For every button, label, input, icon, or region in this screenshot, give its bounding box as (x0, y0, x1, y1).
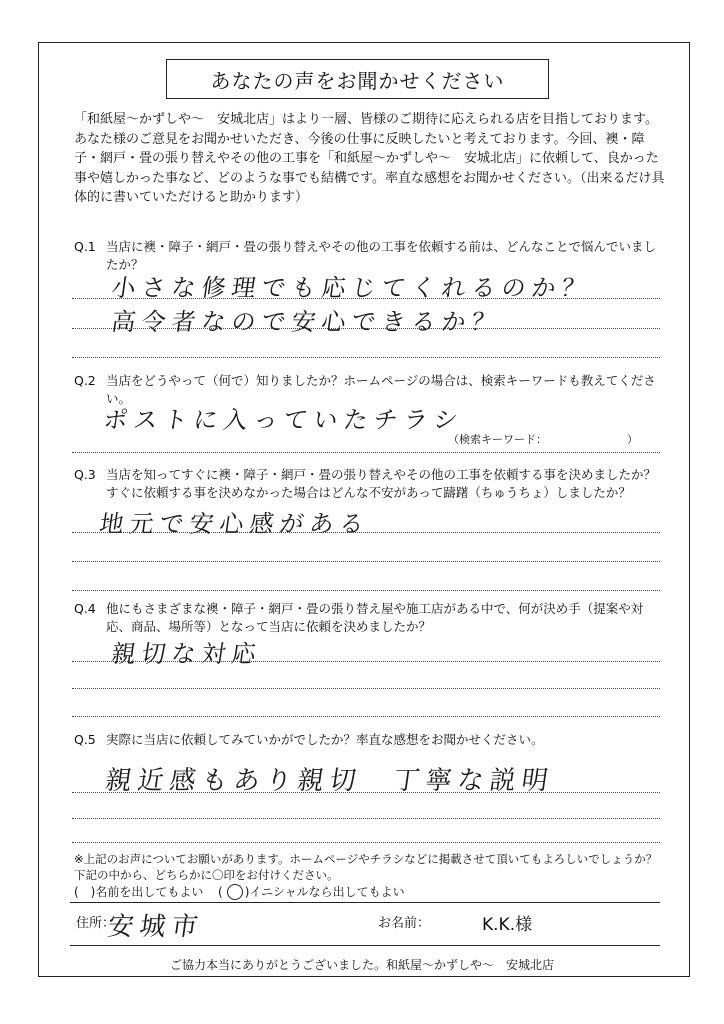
answer-rule (72, 590, 660, 591)
circle-mark-icon (227, 884, 243, 900)
question-number: Q.4 (74, 601, 96, 616)
question-number: Q.2 (74, 373, 96, 388)
question-number: Q.3 (74, 467, 96, 482)
answer-rule (72, 688, 660, 689)
name-value: K.K.様 (482, 915, 533, 935)
search-keyword-field (448, 431, 638, 447)
answer-1-line-2: 高令者なので安心できるか？ (109, 308, 504, 336)
question-number: Q.1 (74, 239, 96, 254)
answer-rule (72, 661, 660, 662)
answer-rule (72, 792, 660, 793)
answer-rule (72, 818, 660, 819)
option-paren-empty: ( ) (74, 885, 96, 899)
option-initials (218, 883, 405, 900)
answer-4-line-1: 親切な対応 (109, 640, 264, 668)
question-text: 当店をどうやって（何で）知りましたか？ホームページの場合は、検索キーワードも教えてください。 (106, 373, 656, 406)
question-text: 当店に襖・障子・網戸・畳の張り替えやその他の工事を依頼する前は、どんなことで悩んでいましたか？ (106, 239, 657, 272)
answer-rule (72, 328, 660, 329)
answer-rule (72, 357, 660, 358)
thanks-text: ご協力本当にありがとうございました。和紙屋～かずしや～ 安城北店 (169, 958, 554, 972)
form-title: あなたの声をお聞かせください (166, 59, 549, 99)
publication-note: ※上記のお声についてお願いがあります。ホームページやチラシなどに掲載させて頂いてもよろしいでしょうか？ 下記の中から、どちらかに〇印をお付けください。 (74, 852, 658, 882)
search-keyword-label: （検索キーワード： (448, 433, 547, 446)
question-4 (74, 600, 666, 636)
question-5 (74, 731, 666, 749)
question-text: 当店を知ってすぐに襖・障子・網戸・畳の張り替えやその他の工事を依頼する事を決めましたか？すぐに依頼する事を決めなかった場合はどんな不安があって躊躇（ちゅうちょ）しましたか？ (106, 467, 657, 500)
intro-text: 「和紙屋～かずしや～ 安城北店」はより一層、皆様のご期待に応えられる店を目指しております。あなた様のご意見をお聞かせいただき、今後の仕事に反映したいと考えております。今回、襖・障子・網戸・畳の張り替えやその他の工事を「和紙屋～かずしや～ 安城北店」に依頼して、良かった事や嬉しかった事など、どのような事でも結構です。率直な感想をお聞かせください。（出来るだけ具体的に書いていただけると助かります） (74, 112, 665, 205)
search-keyword-close: ） (627, 433, 638, 446)
answer-5-line-1: 親近感もあり親切 丁寧な説明 (103, 766, 556, 796)
option-label: 名前を出してもよい (95, 885, 204, 899)
answer-rule (72, 532, 660, 533)
name-label: お名前： (378, 916, 431, 931)
question-text: 他にもさまざまな襖・障子・網戸・畳の張り替え屋や施工店がある中で、何が決め手（提案や対応、商品、場所等）となって当店に依頼を決めましたか？ (106, 601, 644, 634)
address-label: 住所： (76, 916, 116, 931)
option-full-name (74, 883, 203, 900)
question-3 (74, 466, 666, 502)
answer-rule (72, 561, 660, 562)
question-text: 実際に当店に依頼してみていかがでしたか？率直な感想をお聞かせください。 (106, 732, 544, 747)
answer-1-line-1: 小さな修理でも応じてくれるのか？ (109, 274, 594, 302)
option-label: イニシャルなら出してもよい (249, 885, 405, 899)
answer-rule (72, 716, 660, 717)
option-paren-close: ) (244, 884, 250, 899)
address-value: 安城市 (105, 912, 206, 942)
option-paren-open: ( (218, 884, 223, 899)
answer-rule (72, 842, 660, 843)
question-number: Q.5 (74, 732, 96, 747)
answer-rule (72, 452, 660, 453)
answer-3-line-1: 地元で安心感がある (97, 510, 372, 538)
answer-2-line-1: ポストに入っていたチラシ (101, 406, 466, 434)
answer-rule (72, 298, 660, 299)
